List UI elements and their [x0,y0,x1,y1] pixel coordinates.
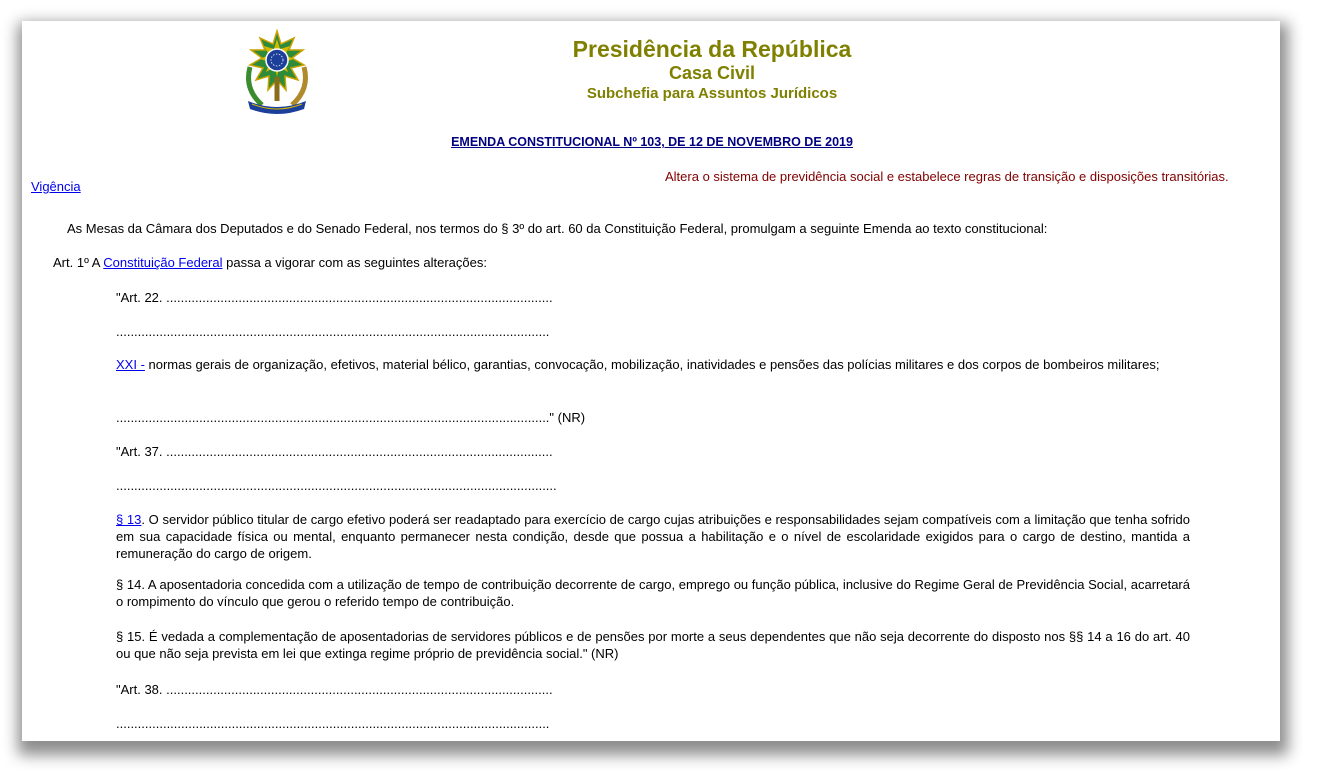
masthead [452,36,972,104]
paragraph-15: § 15. É vedada a complementação de aposentadorias de servidores públicos e de pensões por morte a seus dependentes que não seja decorrente do disposto nos §§ 14 a 16 do art. 40 ou que não seja prevista em lei que extinga regime próprio de previdência social." (NR) [116,629,1190,661]
ementa-text: Altera o sistema de previdência social e estabelece regras de transição e disposições transitórias. [665,169,1229,184]
art1-paragraph [53,254,487,271]
paragraph-13-link[interactable]: § 13 [116,512,142,527]
art1-prefix: Art. 1º A [53,255,104,270]
document-title [322,135,982,149]
inciso-xxi-paragraph [116,356,1190,373]
art22-close: ........................................................................................................................" (NR) [116,410,586,425]
dots-line: .......................................................................................................................... [116,478,557,493]
document-page [22,21,1280,741]
vigencia-link[interactable]: Vigência [31,179,81,194]
dots-line: ........................................................................................................................ [116,324,550,339]
document-title-link[interactable]: EMENDA CONSTITUCIONAL Nº 103, DE 12 DE NOVEMBRO DE 2019 [451,135,853,149]
paragraph-14: § 14. A aposentadoria concedida com a utilização de tempo de contribuição decorrente de cargo, emprego ou função pública, inclusive do Regime Geral de Previdência Social, acarretará o rompimento do vínculo que gerou o referido tempo de contribuição. [116,577,1190,609]
inciso-xxi-text: normas gerais de organização, efetivos, material bélico, garantias, convocação, mobilização, inatividades e pensões das polícias militares e dos corpos de bombeiros militares; [144,357,1160,372]
coat-of-arms-icon [236,27,318,119]
paragraph-13 [116,511,1190,562]
inciso-xxi-link[interactable]: XXI - [116,357,145,372]
preamble-paragraph: As Mesas da Câmara dos Deputados e do Senado Federal, nos termos do § 3º do art. 60 da Constituição Federal, promulgam a seguinte Emenda ao texto constitucional: [67,221,1048,236]
department-name: Subchefia para Assuntos Jurídicos [586,85,838,102]
art37-heading: "Art. 37. ........................................................................................................... [116,444,553,459]
constituicao-federal-link[interactable]: Constituição Federal [103,255,223,270]
paragraph-13-text: . O servidor público titular de cargo efetivo poderá ser readaptado para exercício de cargo cujas atribuições e responsabilidades sejam compatíveis com a limitação que tenha sofrido em sua capacidade física ou mental, enquanto permanecer nesta condição, desde que possua a habilitação e o nível de escolaridade exigidos para o cargo de destino, mantida a remuneração do cargo de origem. [116,512,1190,561]
dots-line: ........................................................................................................................ [116,716,550,731]
art22-heading: "Art. 22. ........................................................................................................... [116,290,553,305]
institution-title: Presidência da República [572,36,852,62]
art1-suffix: passa a vigorar com as seguintes alterações: [222,255,487,270]
art38-heading: "Art. 38. ........................................................................................................... [116,682,553,697]
institution-subtitle: Casa Civil [668,63,756,83]
